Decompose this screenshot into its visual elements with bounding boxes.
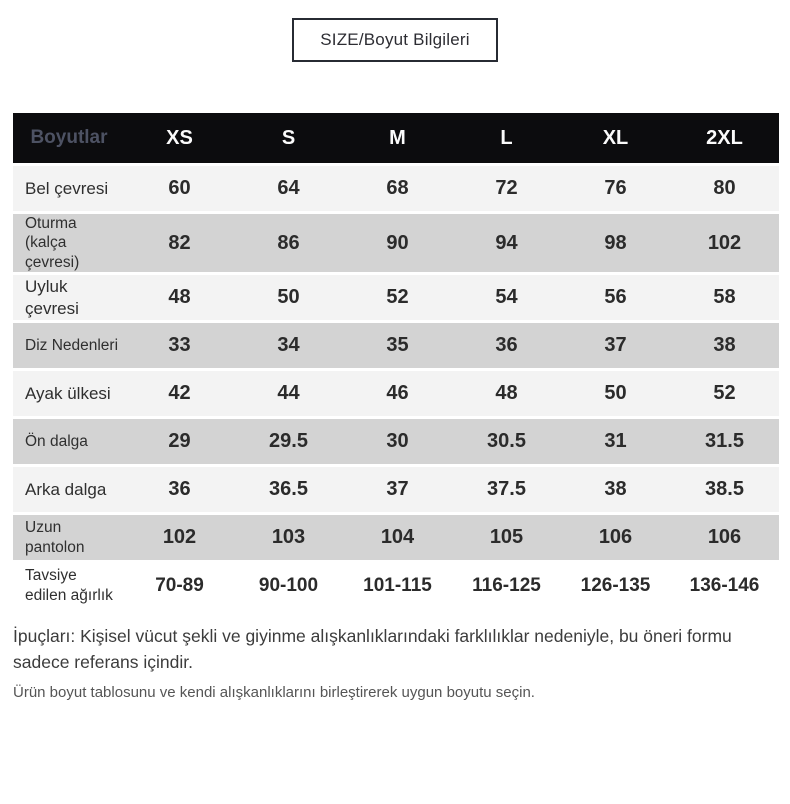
cell-value: 90 [343, 214, 452, 272]
cell-value: 30.5 [452, 419, 561, 464]
cell-value: 70-89 [125, 563, 234, 608]
size-column-header-m: M [343, 113, 452, 163]
cell-value: 58 [670, 275, 779, 320]
cell-value: 126-135 [561, 563, 670, 608]
cell-value: 82 [125, 214, 234, 272]
cell-value: 37 [343, 467, 452, 512]
table-row [13, 371, 779, 416]
size-column-header-xl: XL [561, 113, 670, 163]
cell-value: 34 [234, 323, 343, 368]
cell-value: 37 [561, 323, 670, 368]
row-label: Tavsiye edilen ağırlık [13, 563, 125, 608]
cell-value: 80 [670, 166, 779, 211]
cell-value: 33 [125, 323, 234, 368]
row-label: Uzun pantolon [13, 515, 125, 560]
note-text: Ürün boyut tablosunu ve kendi alışkanlıklarını birleştirerek uygun boyutu seçin. [13, 683, 535, 701]
cell-value: 48 [452, 371, 561, 416]
cell-value: 54 [452, 275, 561, 320]
table-row [13, 166, 779, 211]
row-label: Oturma (kalça çevresi) [13, 214, 125, 272]
notes-section [13, 623, 777, 701]
size-table-body [13, 166, 779, 608]
row-label: Arka dalga [13, 467, 125, 512]
cell-value: 31.5 [670, 419, 779, 464]
table-row [13, 563, 779, 608]
cell-value: 106 [670, 515, 779, 560]
cell-value: 94 [452, 214, 561, 272]
cell-value: 64 [234, 166, 343, 211]
cell-value: 72 [452, 166, 561, 211]
cell-value: 36 [125, 467, 234, 512]
cell-value: 46 [343, 371, 452, 416]
cell-value: 106 [561, 515, 670, 560]
cell-value: 101-115 [343, 563, 452, 608]
table-row [13, 275, 779, 320]
cell-value: 116-125 [452, 563, 561, 608]
cell-value: 90-100 [234, 563, 343, 608]
cell-value: 104 [343, 515, 452, 560]
cell-value: 103 [234, 515, 343, 560]
cell-value: 42 [125, 371, 234, 416]
size-table [13, 110, 779, 611]
cell-value: 56 [561, 275, 670, 320]
cell-value: 38 [561, 467, 670, 512]
cell-value: 31 [561, 419, 670, 464]
table-row [13, 467, 779, 512]
size-info-title: SIZE/Boyut Bilgileri [292, 18, 498, 62]
cell-value: 52 [670, 371, 779, 416]
row-label: Bel çevresi [13, 166, 125, 211]
size-column-header-s: S [234, 113, 343, 163]
cell-value: 52 [343, 275, 452, 320]
cell-value: 35 [343, 323, 452, 368]
row-label: Diz Nedenleri [13, 323, 125, 368]
cell-value: 37.5 [452, 467, 561, 512]
cell-value: 29.5 [234, 419, 343, 464]
table-row [13, 419, 779, 464]
cell-value: 38 [670, 323, 779, 368]
cell-value: 50 [561, 371, 670, 416]
cell-value: 50 [234, 275, 343, 320]
cell-value: 68 [343, 166, 452, 211]
cell-value: 102 [670, 214, 779, 272]
size-column-header-2xl: 2XL [670, 113, 779, 163]
size-column-header-l: L [452, 113, 561, 163]
cell-value: 60 [125, 166, 234, 211]
size-table-wrap [13, 110, 778, 611]
cell-value: 36.5 [234, 467, 343, 512]
title-wrap [0, 18, 790, 62]
cell-value: 29 [125, 419, 234, 464]
cell-value: 86 [234, 214, 343, 272]
cell-value: 98 [561, 214, 670, 272]
cell-value: 48 [125, 275, 234, 320]
table-header-row [13, 113, 779, 163]
row-label: Ayak ülkesi [13, 371, 125, 416]
row-label: Uyluk çevresi [13, 275, 125, 320]
size-column-header-xs: XS [125, 113, 234, 163]
cell-value: 36 [452, 323, 561, 368]
cell-value: 76 [561, 166, 670, 211]
cell-value: 105 [452, 515, 561, 560]
table-row [13, 214, 779, 272]
cell-value: 38.5 [670, 467, 779, 512]
cell-value: 102 [125, 515, 234, 560]
table-row [13, 515, 779, 560]
cell-value: 44 [234, 371, 343, 416]
row-label: Ön dalga [13, 419, 125, 464]
cell-value: 30 [343, 419, 452, 464]
tip-text: İpuçları: Kişisel vücut şekli ve giyinme alışkanlıklarındaki farklılıklar nedeniyle, bu öneri formu sadece referans içindir. [13, 626, 732, 673]
cell-value: 136-146 [670, 563, 779, 608]
table-row [13, 323, 779, 368]
table-header-corner: Boyutlar [13, 113, 125, 163]
